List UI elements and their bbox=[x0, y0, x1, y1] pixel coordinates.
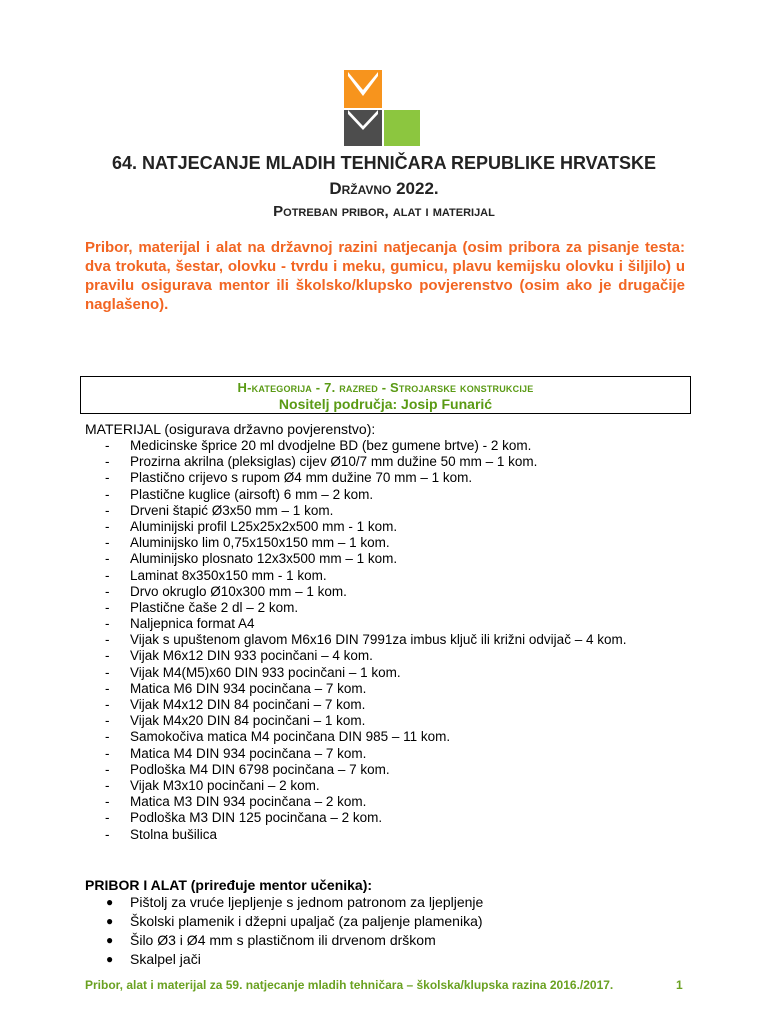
list-item-text: Laminat 8x350x150 mm - 1 kom. bbox=[130, 567, 327, 583]
tools-list bbox=[105, 893, 483, 969]
dash-bullet-icon: - bbox=[105, 518, 110, 534]
dash-bullet-icon: - bbox=[105, 486, 110, 502]
dash-bullet-icon: - bbox=[105, 729, 110, 745]
list-item-text: Drvo okruglo Ø10x300 mm – 1 kom. bbox=[130, 583, 347, 599]
dash-bullet-icon: - bbox=[105, 599, 110, 615]
footer-text: Pribor, alat i materijal za 59. natjecanje mladih tehničara – školska/klupska razina 2016./2017. bbox=[85, 978, 614, 992]
list-item bbox=[105, 632, 626, 648]
list-item bbox=[105, 794, 626, 810]
page-subtitle: Državno 2022. bbox=[329, 179, 439, 198]
list-item bbox=[105, 950, 483, 969]
dash-bullet-icon: - bbox=[105, 777, 110, 793]
bullet-icon: ● bbox=[106, 933, 114, 947]
materials-heading-label: MATERIJAL bbox=[85, 421, 161, 437]
list-item-text: Stolna bušilica bbox=[130, 826, 218, 842]
competition-logo bbox=[344, 70, 420, 146]
dash-bullet-icon: - bbox=[105, 551, 110, 567]
list-item-text: Skalpel jači bbox=[130, 951, 201, 967]
list-item bbox=[105, 713, 626, 729]
list-item-text: Matica M4 DIN 934 pocinčana – 7 kom. bbox=[130, 745, 367, 761]
list-item-text: Vijak M4(M5)x60 DIN 933 pocinčani – 1 kom. bbox=[130, 664, 401, 680]
materials-heading bbox=[85, 421, 375, 437]
dash-bullet-icon: - bbox=[105, 616, 110, 632]
list-item-text: Vijak s upuštenom glavom M6x16 DIN 7991za imbus ključ ili križni odvijač – 4 kom. bbox=[130, 632, 627, 648]
dash-bullet-icon: - bbox=[105, 761, 110, 777]
list-item-text: Aluminijski profil L25x25x2x500 mm - 1 kom. bbox=[130, 518, 398, 534]
list-item-text: Pištolj za vruće ljepljenje s jednom patronom za ljepljenje bbox=[130, 894, 484, 910]
list-item bbox=[105, 551, 626, 567]
list-item-text: Podloška M3 DIN 125 pocinčana – 2 kom. bbox=[130, 810, 383, 826]
list-item bbox=[105, 568, 626, 584]
list-item-text: Plastične čaše 2 dl – 2 kom. bbox=[130, 599, 299, 615]
list-item bbox=[105, 697, 626, 713]
list-item-text: Plastične kuglice (airsoft) 6 mm – 2 kom. bbox=[130, 486, 374, 502]
list-item bbox=[105, 681, 626, 697]
dash-bullet-icon: - bbox=[105, 810, 110, 826]
list-item-text: Samokočiva matica M4 pocinčana DIN 985 – 11 kom. bbox=[130, 729, 451, 745]
dash-bullet-icon: - bbox=[105, 648, 110, 664]
dash-bullet-icon: - bbox=[105, 680, 110, 696]
list-item-text: Matica M6 DIN 934 pocinčana – 7 kom. bbox=[130, 680, 367, 696]
list-item bbox=[105, 746, 626, 762]
category-lead: Nositelj područja: Josip Funarić bbox=[278, 396, 493, 412]
list-item bbox=[105, 778, 626, 794]
list-item-text: Školski plamenik i džepni upaljač (za paljenje plamenika) bbox=[130, 913, 483, 929]
bullet-icon: ● bbox=[106, 952, 114, 966]
list-item-text: Šilo Ø3 i Ø4 mm s plastičnom ili drvenom drškom bbox=[130, 932, 436, 948]
list-item-text: Vijak M4x12 DIN 84 pocinčani – 7 kom. bbox=[130, 697, 366, 712]
dash-bullet-icon: - bbox=[105, 745, 110, 761]
dash-bullet-icon: - bbox=[105, 664, 110, 680]
list-item-text: Vijak M6x12 DIN 933 pocinčani – 4 kom. bbox=[130, 648, 373, 664]
list-item bbox=[105, 931, 483, 950]
dash-bullet-icon: - bbox=[105, 470, 110, 486]
list-item bbox=[105, 535, 626, 551]
list-item bbox=[105, 665, 626, 681]
dash-bullet-icon: - bbox=[105, 632, 110, 648]
list-item-text: Vijak M3x10 pocinčani – 2 kom. bbox=[130, 777, 320, 793]
list-item-text: Podloška M4 DIN 6798 pocinčana – 7 kom. bbox=[130, 761, 390, 777]
list-item bbox=[105, 503, 626, 519]
dash-bullet-icon: - bbox=[105, 713, 110, 729]
bullet-icon: ● bbox=[106, 914, 114, 928]
list-item bbox=[105, 827, 626, 843]
list-item-text: Plastično crijevo s rupom Ø4 mm dužine 70 mm – 1 kom. bbox=[130, 470, 473, 486]
materials-heading-note: (osigurava državno povjerenstvo): bbox=[160, 421, 376, 437]
list-item-text: Medicinske šprice 20 ml dvodjelne BD (bez gumene brtve) - 2 kom. bbox=[130, 438, 532, 453]
materials-list bbox=[105, 438, 626, 843]
dash-bullet-icon: - bbox=[105, 567, 110, 583]
list-item-text: Matica M3 DIN 934 pocinčana – 2 kom. bbox=[130, 794, 367, 810]
list-item bbox=[105, 454, 626, 470]
list-item-text: Aluminijsko plosnato 12x3x500 mm – 1 kom. bbox=[130, 551, 398, 567]
list-item-text: Aluminijsko lim 0,75x150x150 mm – 1 kom. bbox=[130, 535, 390, 551]
list-item bbox=[105, 729, 626, 745]
list-item bbox=[105, 470, 626, 486]
page-number: 1 bbox=[676, 978, 683, 992]
list-item-text: Vijak M4x20 DIN 84 pocinčani – 1 kom. bbox=[130, 713, 366, 729]
list-item bbox=[105, 487, 626, 503]
list-item bbox=[105, 810, 626, 826]
list-item bbox=[105, 519, 626, 535]
bullet-icon: ● bbox=[106, 895, 114, 909]
list-item bbox=[105, 600, 626, 616]
dash-bullet-icon: - bbox=[105, 535, 110, 551]
dash-bullet-icon: - bbox=[105, 826, 110, 842]
category-title: H-kategorija - 7. razred - Strojarske konstrukcije bbox=[237, 380, 534, 395]
list-item bbox=[105, 912, 483, 931]
dash-bullet-icon: - bbox=[105, 794, 110, 810]
list-item bbox=[105, 762, 626, 778]
list-item bbox=[105, 616, 626, 632]
dash-bullet-icon: - bbox=[105, 697, 110, 712]
dash-bullet-icon: - bbox=[105, 454, 110, 470]
tools-heading: PRIBOR I ALAT (priređuje mentor učenika): bbox=[85, 877, 373, 893]
list-item bbox=[105, 893, 483, 912]
dash-bullet-icon: - bbox=[105, 502, 110, 518]
list-item bbox=[105, 648, 626, 664]
list-item-text: Prozirna akrilna (pleksiglas) cijev Ø10/7 mm dužine 50 mm – 1 kom. bbox=[130, 454, 538, 470]
dash-bullet-icon: - bbox=[105, 583, 110, 599]
list-item-text: Naljepnica format A4 bbox=[130, 616, 255, 632]
list-item bbox=[105, 584, 626, 600]
intro-paragraph: Pribor, materijal i alat na državnoj razini natjecanja (osim pribora za pisanje testa: dva trokuta, šestar, olovku - tvrdu i meku, gumicu, plavu kemijsku olovku i šiljilo) u pravilu osigurava mentor ili školsko/klupsko povjerenstvo (osim ako je drugačije naglašeno). bbox=[85, 239, 685, 313]
page-title: 64. NATJECANJE MLADIH TEHNIČARA REPUBLIKE HRVATSKE bbox=[111, 153, 657, 173]
logo-m-shape bbox=[344, 70, 420, 146]
dash-bullet-icon: - bbox=[105, 438, 110, 453]
category-box bbox=[80, 376, 691, 414]
section-title: Potreban pribor, alat i materijal bbox=[273, 203, 495, 220]
list-item bbox=[105, 438, 626, 454]
list-item-text: Drveni štapić Ø3x50 mm – 1 kom. bbox=[130, 502, 334, 518]
